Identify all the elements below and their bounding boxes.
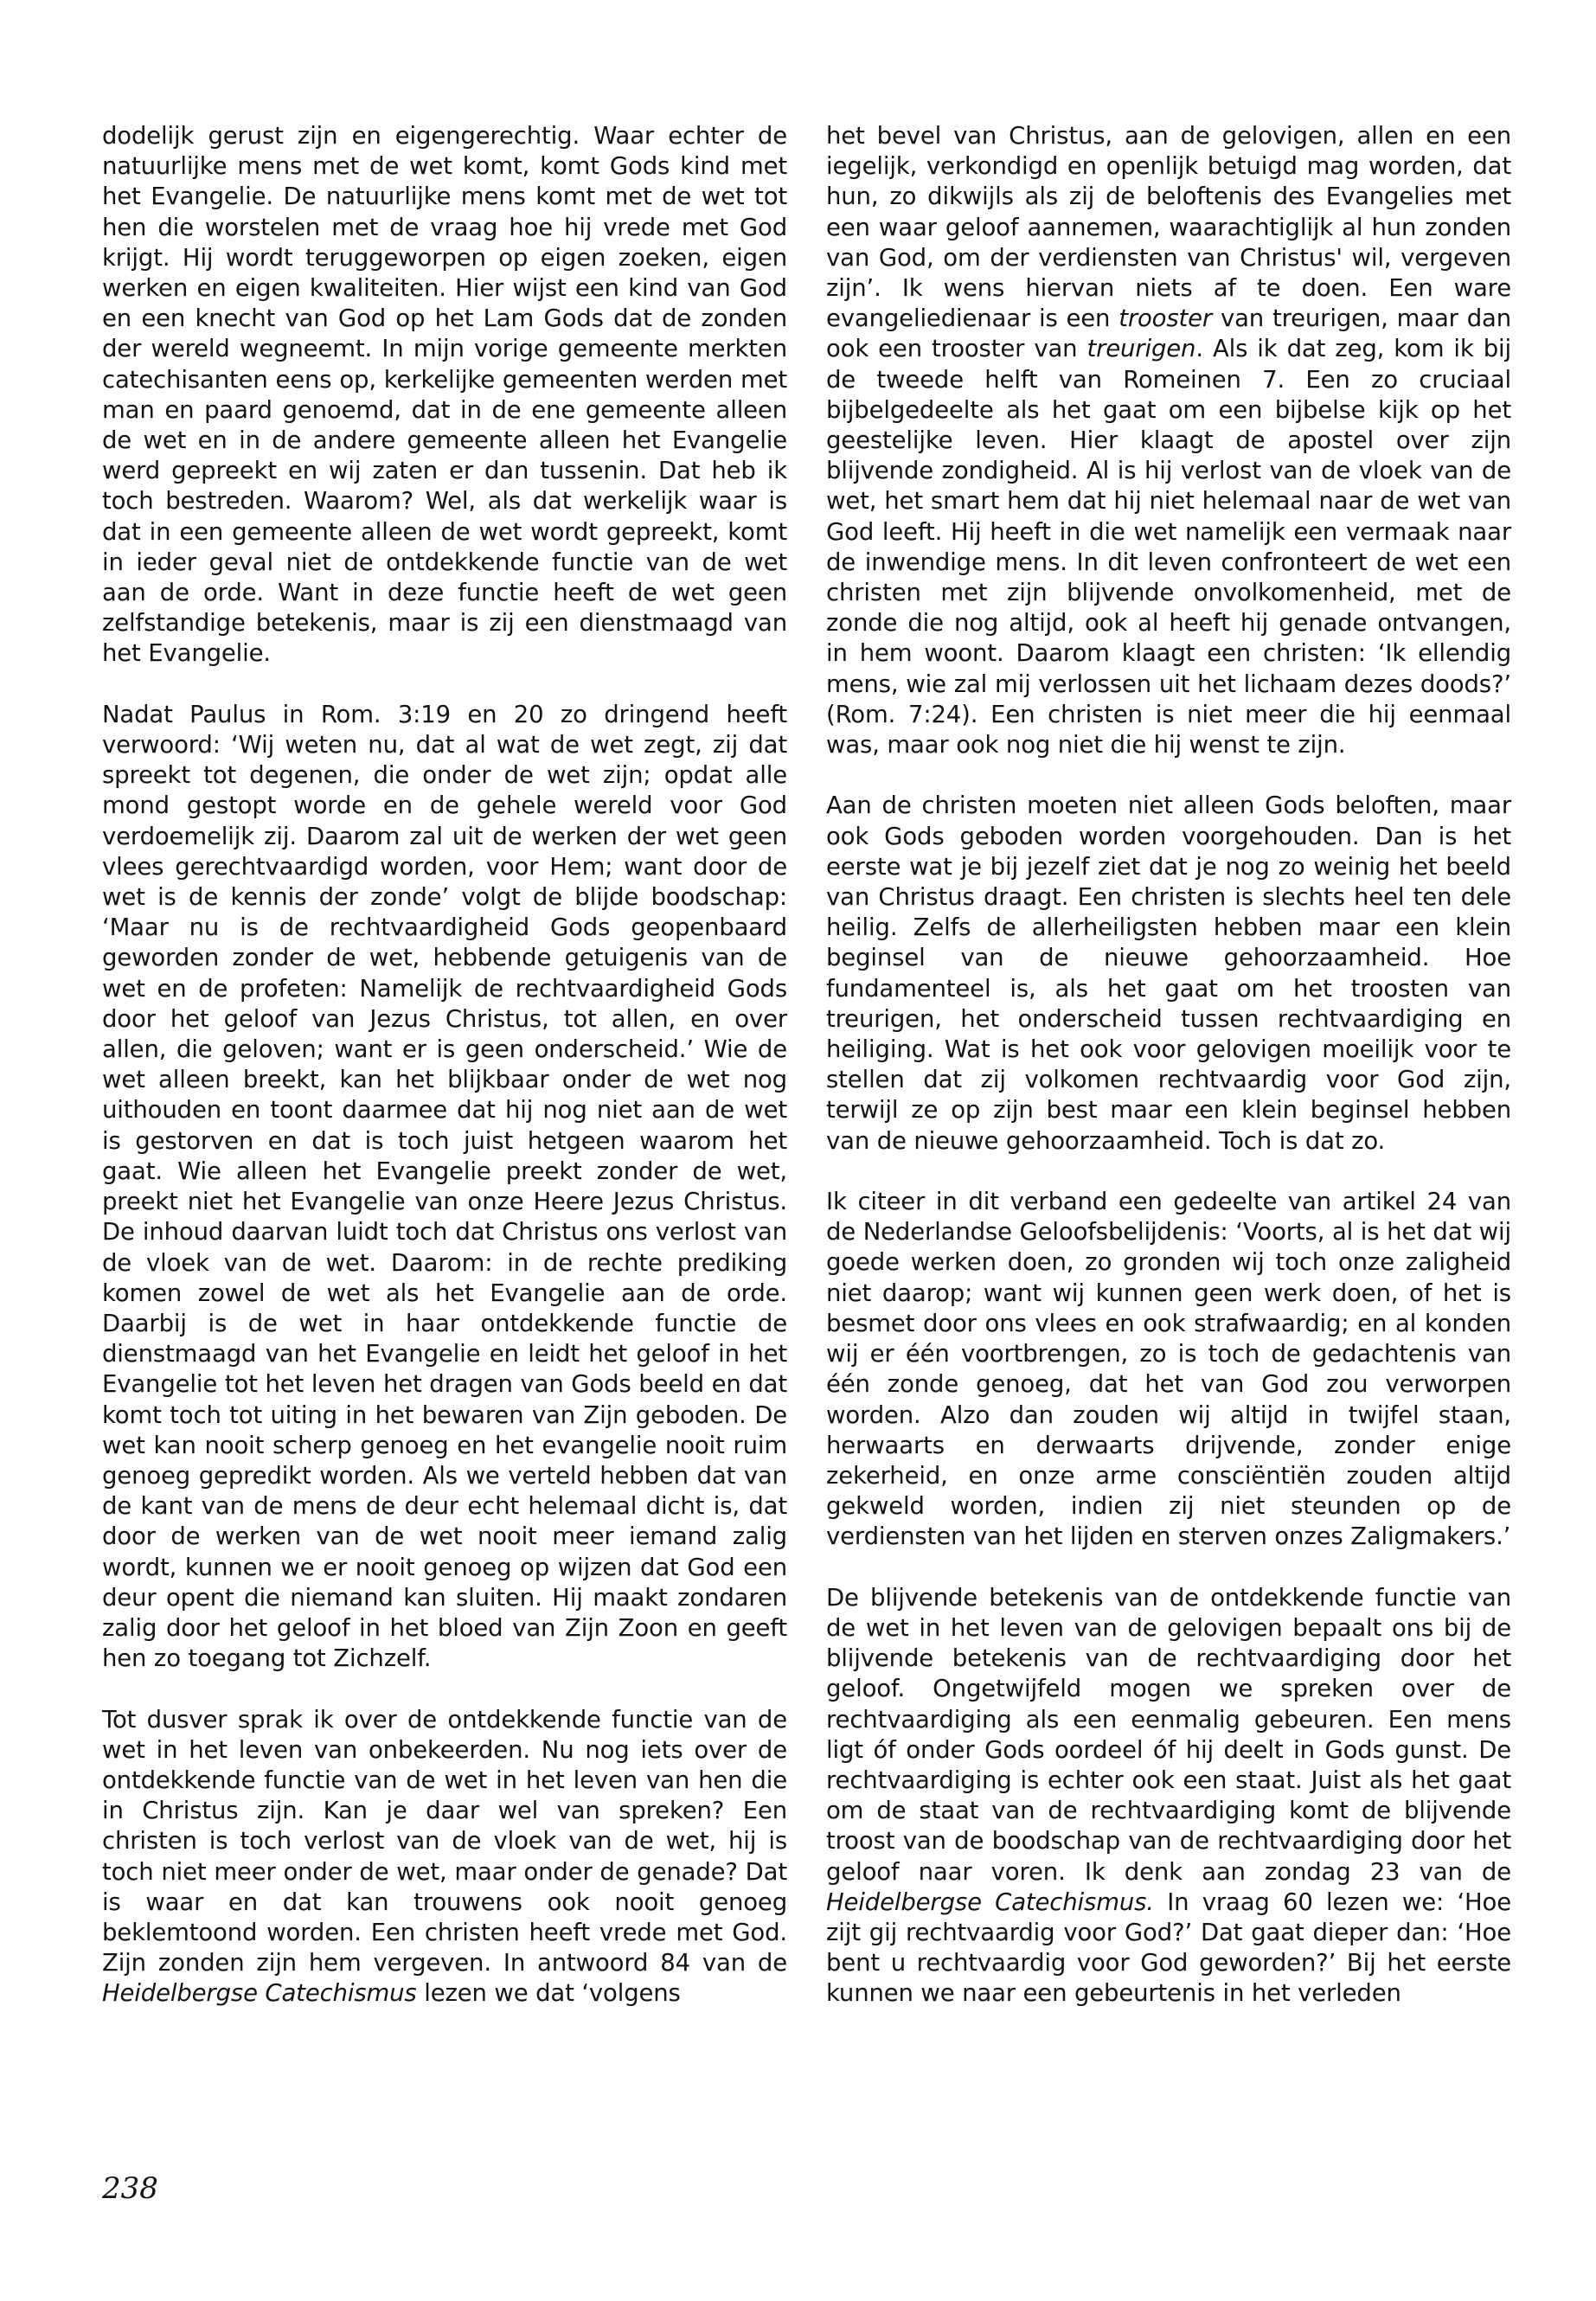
paragraph xyxy=(826,791,1511,1156)
paragraph xyxy=(102,121,787,670)
left-column xyxy=(102,121,787,2009)
paragraph xyxy=(102,1705,787,2009)
text-run: Aan de christen moeten niet alleen Gods beloften, maar ook Gods geboden worden voorgehouden. Dan is het eerste wat je bij jezelf ziet dat je nog zo weinig het beeld van Christus draagt. Een christen is slechts heel ten dele heilig. Zelfs de allerheiligsten hebben maar een klein beginsel van de nieuwe gehoorzaamheid. Hoe fundamenteel is, als het gaat om het troosten van treurigen, het onderscheid tussen rechtvaardiging en heiliging. Wat is het ook voor gelovigen moeilijk voor te stellen dat zij volkomen rechtvaardig voor God zijn, terwijl ze op zijn best maar een klein beginsel hebben van de nieuwe gehoorzaamheid. Toch is dat zo. xyxy=(826,792,1511,1155)
text-run: het bevel van Christus, aan de gelovigen, allen en een iegelijk, verkondigd en openlijk betuigd mag worden, dat hun, zo dikwijls als zij de beloftenis des Evangelies met een waar geloof aannemen, waarachtiglijk al hun zonden van God, om der verdiensten van Christus' wil, vergeven zijn’. Ik wens hiervan niets af te doen. Een ware evangeliedienaar is een xyxy=(826,122,1511,333)
paragraph xyxy=(826,1187,1511,1552)
right-column xyxy=(826,121,1511,2009)
text-run: van treurigen, maar dan ook een trooster van xyxy=(826,304,1511,363)
text-run: lezen we dat ‘volgens xyxy=(416,1979,681,2008)
page-number: 238 xyxy=(102,2171,158,2206)
emphasis-text: Heidelbergse Catechismus. xyxy=(826,1888,1154,1916)
text-run: dodelijk gerust zijn en eigengerechtig. Waar echter de natuurlijke mens met de wet komt, komt Gods kind met het Evangelie. De natuurlijke mens komt met de wet tot hen die worstelen met de vraag hoe hij vrede met God krijgt. Hij wordt teruggeworpen op eigen zoeken, eigen werken en eigen kwaliteiten. Hier wijst een kind van God en een knecht van God op het Lam Gods dat de zonden der wereld wegneemt. In mijn vorige gemeente merkten catechisanten eens op, kerkelijke gemeenten werden met man en paard genoemd, dat in de ene gemeente alleen de wet en in de andere gemeente alleen het Evangelie werd gepreekt en wij zaten er dan tussenin. Dat heb ik toch bestreden. Waarom? Wel, als dat werkelijk waar is dat in een gemeente alleen de wet wordt gepreekt, komt in ieder geval niet de ontdekkende functie van de wet aan de orde. Want in deze functie heeft de wet geen zelfstandige betekenis, maar is zij een dienstmaagd van het Evangelie. xyxy=(102,122,787,668)
paragraph xyxy=(102,700,787,1675)
paragraph xyxy=(826,1583,1511,2009)
text-run: Tot dusver sprak ik over de ontdekkende functie van de wet in het leven van onbekeerden. Nu nog iets over de ontdekkende functie van de wet in het leven van hen die in Christus zijn. Kan je daar wel van spreken? Een christen is toch verlost van de vloek van de wet, hij is toch niet meer onder de wet, maar onder de genade? Dat is waar en dat kan trouwens ook nooit genoeg beklemtoond worden. Een christen heeft vrede met God. Zijn zonden zijn hem vergeven. In antwoord 84 van de xyxy=(102,1705,787,1977)
text-run: In vraag 60 lezen we: ‘Hoe zijt gij rechtvaardig voor God?’ Dat gaat dieper dan: ‘Hoe bent u rechtvaardig voor God geworden?’ Bij het eerste kunnen we naar een gebeurtenis in het verleden xyxy=(826,1888,1512,2008)
text-run: . Als ik dat zeg, kom ik bij de tweede helft van Romeinen 7. Een zo cruciaal bijbelgedeelte als het gaat om een bijbelse kijk op het geestelijke leven. Hier klaagt de apostel over zijn blijvende zondigheid. Al is hij verlost van de vloek van de wet, het smart hem dat hij niet helemaal naar de wet van God leeft. Hij heeft in die wet namelijk een vermaak naar de inwendige mens. In dit leven confronteert de wet een christen met zijn blijvende onvolkomenheid, met de zonde die nog altijd, ook al heeft hij genade ontvangen, in hem woont. Daarom klaagt een christen: ‘Ik ellendig mens, wie zal mij verlossen uit het lichaam dezes doods?’ (Rom. 7:24). Een christen is niet meer die hij eenmaal was, maar ook nog niet die hij wenst te zijn. xyxy=(826,335,1511,760)
emphasis-text: treurigen xyxy=(1086,335,1196,363)
text-run: Ik citeer in dit verband een gedeelte van artikel 24 van de Nederlandse Geloofsbelijdenis: ‘Voorts, al is het dat wij goede werken doen, zo gronden wij toch onze zaligheid niet daarop; want wij kunnen geen werk doen, of het is besmet door ons vlees en ook strafwaardig; en al konden wij er één voortbrengen, zo is toch de gedachtenis van één zonde genoeg, dat het van God zou verworpen worden. Alzo dan zouden wij altijd in twijfel staan, herwaarts en derwaarts drijvende, zonder enige zekerheid, en onze arme consciëntiën zouden altijd gekweld worden, indien zij niet steunden op de verdiensten van het lijden en sterven onzes Zaligmakers.’ xyxy=(826,1188,1511,1551)
text-run: De blijvende betekenis van de ontdekkende functie van de wet in het leven van de gelovigen bepaalt ons bij de blijvende betekenis van de rechtvaardiging door het geloof. Ongetwijfeld mogen we spreken over de rechtvaardiging als een eenmalig gebeuren. Een mens ligt óf onder Gods oordeel óf hij deelt in Gods gunst. De rechtvaardiging is echter ook een staat. Juist als het gaat om de staat van de rechtvaardiging komt de blijvende troost van de boodschap van de rechtvaardiging door het geloof naar voren. Ik denk aan zondag 23 van de xyxy=(826,1583,1511,1886)
paragraph xyxy=(826,121,1511,760)
emphasis-text: trooster xyxy=(1118,304,1213,333)
text-run: Nadat Paulus in Rom. 3:19 en 20 zo dringend heeft verwoord: ‘Wij weten nu, dat al wat de wet zegt, zij dat spreekt tot degenen, die onder de wet zijn; opdat alle mond gestopt worde en de gehele wereld voor God verdoemelijk zij. Daarom zal uit de werken der wet geen vlees gerechtvaardigd worden, voor Hem; want door de wet is de kennis der zonde’ volgt de blijde boodschap: ‘Maar nu is de rechtvaardigheid Gods geopenbaard geworden zonder de wet, hebbende getuigenis van de wet en de profeten: Namelijk de rechtvaardigheid Gods door het geloof van Jezus Christus, tot allen, en over allen, die geloven; want er is geen onderscheid.’ Wie de wet alleen breekt, kan het blijkbaar onder de wet nog uithouden en toont daarmee dat hij nog niet aan de wet is gestorven en dat is toch juist hetgeen waarom het gaat. Wie alleen het Evangelie preekt zonder de wet, preekt niet het Evangelie van onze Heere Jezus Christus. De inhoud daarvan luidt toch dat Christus ons verlost van de vloek van de wet. Daarom: in de rechte prediking komen zowel de wet als het Evangelie aan de orde. Daarbij is de wet in haar ontdekkende functie de dienstmaagd van het Evangelie en leidt het geloof in het Evangelie tot het leven het dragen van Gods beeld en dat komt toch tot uiting in het bewaren van Zijn geboden. De wet kan nooit scherp genoeg en het evangelie nooit ruim genoeg gepredikt worden. Als we verteld hebben dat van de kant van de mens de deur echt helemaal dicht is, dat door de werken van de wet nooit meer iemand zalig wordt, kunnen we er nooit genoeg op wijzen dat God een deur opent die niemand kan sluiten. Hij maakt zondaren zalig door het geloof in het bloed van Zijn Zoon en geeft hen zo toegang tot Zichzelf. xyxy=(102,700,787,1673)
emphasis-text: Heidelbergse Catechismus xyxy=(102,1979,417,2008)
